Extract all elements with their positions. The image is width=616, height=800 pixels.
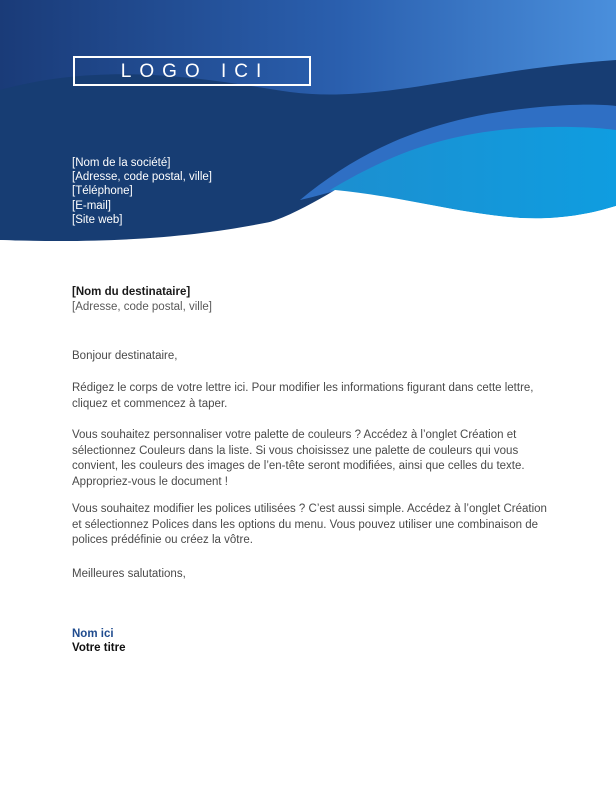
- logo-placeholder[interactable]: LOGO ICI: [73, 56, 311, 86]
- company-email[interactable]: [E-mail]: [72, 199, 111, 212]
- body-paragraph-2[interactable]: Vous souhaitez personnaliser votre palette de couleurs ? Accédez à l’onglet Création et sélectionnez Couleurs dans la liste. Si vous choisissez une palette de couleurs qui vous convient, les couleurs des images de l’en-tête seront modifiées, ainsi que celles du texte. Appropriez-vous le document !: [72, 429, 525, 488]
- sender-contact-block: [72, 156, 212, 227]
- recipient-address[interactable]: [Adresse, code postal, ville]: [72, 301, 212, 313]
- greeting[interactable]: Bonjour destinataire,: [72, 350, 178, 362]
- closing[interactable]: Meilleures salutations,: [72, 568, 186, 580]
- company-address[interactable]: [Adresse, code postal, ville]: [72, 171, 212, 184]
- signature-name[interactable]: Nom ici: [72, 628, 114, 640]
- company-phone[interactable]: [Téléphone]: [72, 185, 133, 198]
- company-name[interactable]: [Nom de la société]: [72, 157, 171, 169]
- body-paragraph-3[interactable]: Vous souhaitez modifier les polices utilisées ? C’est aussi simple. Accédez à l’onglet Création et sélectionnez Polices dans les options du menu. Vous pouvez utiliser une combinaison de polices prédéfinie ou créez la vôtre.: [72, 503, 547, 546]
- recipient-name[interactable]: [Nom du destinataire]: [72, 286, 191, 298]
- company-website[interactable]: [Site web]: [72, 213, 123, 226]
- signature-title[interactable]: Votre titre: [72, 642, 126, 654]
- recipient-block: [72, 285, 212, 315]
- body-paragraph-1[interactable]: Rédigez le corps de votre lettre ici. Pour modifier les informations figurant dans cette lettre, cliquez et commencez à taper.: [72, 382, 534, 410]
